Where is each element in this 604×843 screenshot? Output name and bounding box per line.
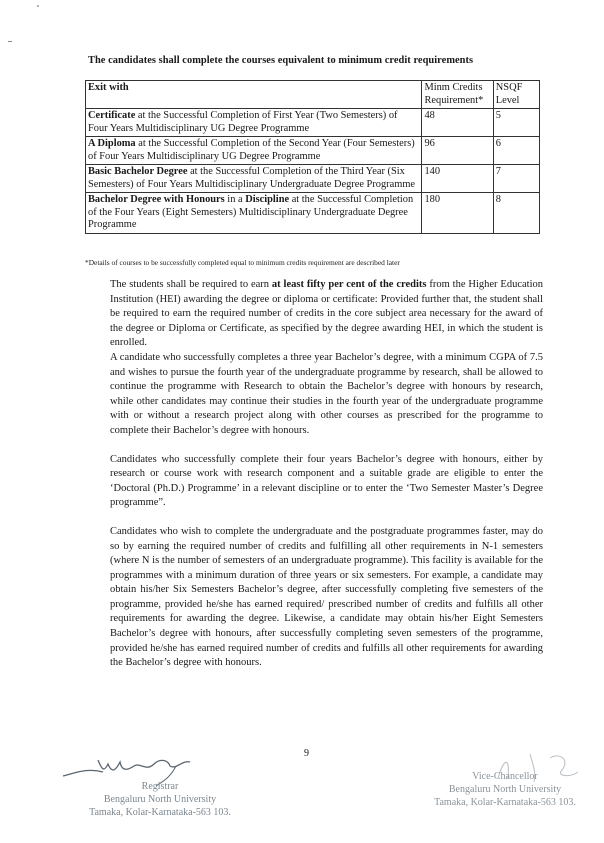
exit-description: at the Successful Completion of First Year (Two Semesters) of Four Years Multidisciplinary UG Degree Programme — [88, 110, 398, 134]
level-cell: 5 — [493, 109, 539, 137]
exit-title: Bachelor Degree with Honours — [88, 194, 225, 205]
credits-cell: 48 — [422, 109, 493, 137]
scan-speck — [8, 40, 12, 43]
paragraph — [110, 278, 543, 351]
level-cell: 7 — [493, 165, 539, 193]
paragraph: A candidate who successfully completes a three year Bachelor’s degree, with a minimum CGPA of 7.5 and wishes to pursue the fourth year of the undergraduate programme by research, shall be allowed to continue the programme with Research to obtain the Bachelor’s degree with honours by research, while other candidates may continue their studies in the fourth year of the undergraduate programme with or without a research project along with other courses as prescribed for the programme to complete their Bachelor’s degree with honours. — [110, 351, 543, 436]
exit-description: at the Successful Completion of the Third Year (Six Semesters) of Four Years Multidisciplinary Undergraduate Degree Programme — [88, 166, 416, 190]
table-row — [86, 193, 540, 234]
page-number: 9 — [304, 748, 309, 759]
exit-title: Certificate — [88, 110, 136, 121]
paragraph: Candidates who successfully complete their four years Bachelor’s degree with honours, either by research or course work with research component and a suitable grade are eligible to enter the ‘Doctoral (Ph.D.) Programme’ in a relevant discipline or to enter the ‘Two Semester Master’s Degree programme”. — [110, 453, 543, 509]
column-header-nsqf: NSQF Level — [493, 81, 539, 109]
exit-discipline: Discipline — [245, 194, 290, 205]
exit-cell — [86, 193, 422, 234]
exit-title: A Diploma — [88, 138, 136, 149]
exit-title: Basic Bachelor Degree — [88, 166, 188, 177]
stamp-university: Bengaluru North University — [448, 784, 562, 795]
table-row — [86, 109, 540, 137]
exit-cell — [86, 109, 422, 137]
exit-cell — [86, 165, 422, 193]
credit-requirements-table — [85, 80, 540, 234]
credits-cell: 96 — [422, 137, 493, 165]
scan-speck — [36, 4, 40, 8]
exit-connector: in a — [224, 194, 246, 205]
paragraph-text: from the Higher Education Institution (HEI) awarding the degree or diploma or certificate: Provided further that, the student shall be required to earn the required number of credits in the core subject area necessary for the award of the degree or Diploma or Certificate, as specified by the degree awarding HEI, in which the student is enrolled. — [110, 279, 543, 349]
stamp-address: Tamaka, Kolar-Karnataka-563 103. — [434, 797, 576, 808]
credits-cell: 180 — [422, 193, 493, 234]
stamp-address: Tamaka, Kolar-Karnataka-563 103. — [89, 807, 231, 818]
stamp-title: Vice-Chancellor — [472, 771, 538, 782]
table-footnote: *Details of courses to be successfully completed equal to minimum credits requirement are described later — [85, 258, 400, 267]
registrar-stamp — [60, 762, 260, 819]
paragraph: Candidates who wish to complete the undergraduate and the postgraduate programmes faster, may do so by earning the required number of credits and fulfilling all other requirements in N-1 semesters (where N is the number of semesters of an undergraduate programme). This facility is available for the programmes with a minimum duration of three years or six semesters. For example, a candidate may obtain his/her Six Semesters Bachelor’s degree, after successfully completing five semesters of the programme, provided he/she has earned required/ prescribed number of credits and fulfills all other requirements for awarding the degree. Likewise, a candidate may obtain his/her Eight Semesters Bachelor’s degree with honours, after successfully completing seven semesters of the programme, provided he/she has earned required number of credits and fulfills all other requirements for awarding the Bachelor’s degree with honours. — [110, 525, 543, 669]
exit-description: at the Successful Completion of the Four Years (Eight Semesters) Multidisciplinary Undergraduate Degree Programme — [88, 194, 414, 230]
paragraph-text: The students shall be required to earn — [110, 279, 272, 290]
level-cell: 8 — [493, 193, 539, 234]
vice-chancellor-stamp — [410, 770, 600, 809]
table-header-row — [86, 81, 540, 109]
exit-description: at the Successful Completion of the Second Year (Four Semesters) of Four Years Multidisciplinary UG Degree Programme — [88, 138, 415, 162]
column-header-exit: Exit with — [86, 81, 422, 109]
body-text — [110, 278, 543, 671]
level-cell: 6 — [493, 137, 539, 165]
paragraph-emphasis: at least fifty per cent of the credits — [271, 279, 427, 290]
table-row — [86, 137, 540, 165]
section-heading: The candidates shall complete the courses equivalent to minimum credit requirements — [88, 55, 474, 66]
stamp-university: Bengaluru North University — [103, 794, 217, 805]
column-header-credits: Minm Credits Requirement* — [422, 81, 493, 109]
exit-cell — [86, 137, 422, 165]
stamp-title: Registrar — [141, 781, 179, 792]
table-row — [86, 165, 540, 193]
credits-cell: 140 — [422, 165, 493, 193]
